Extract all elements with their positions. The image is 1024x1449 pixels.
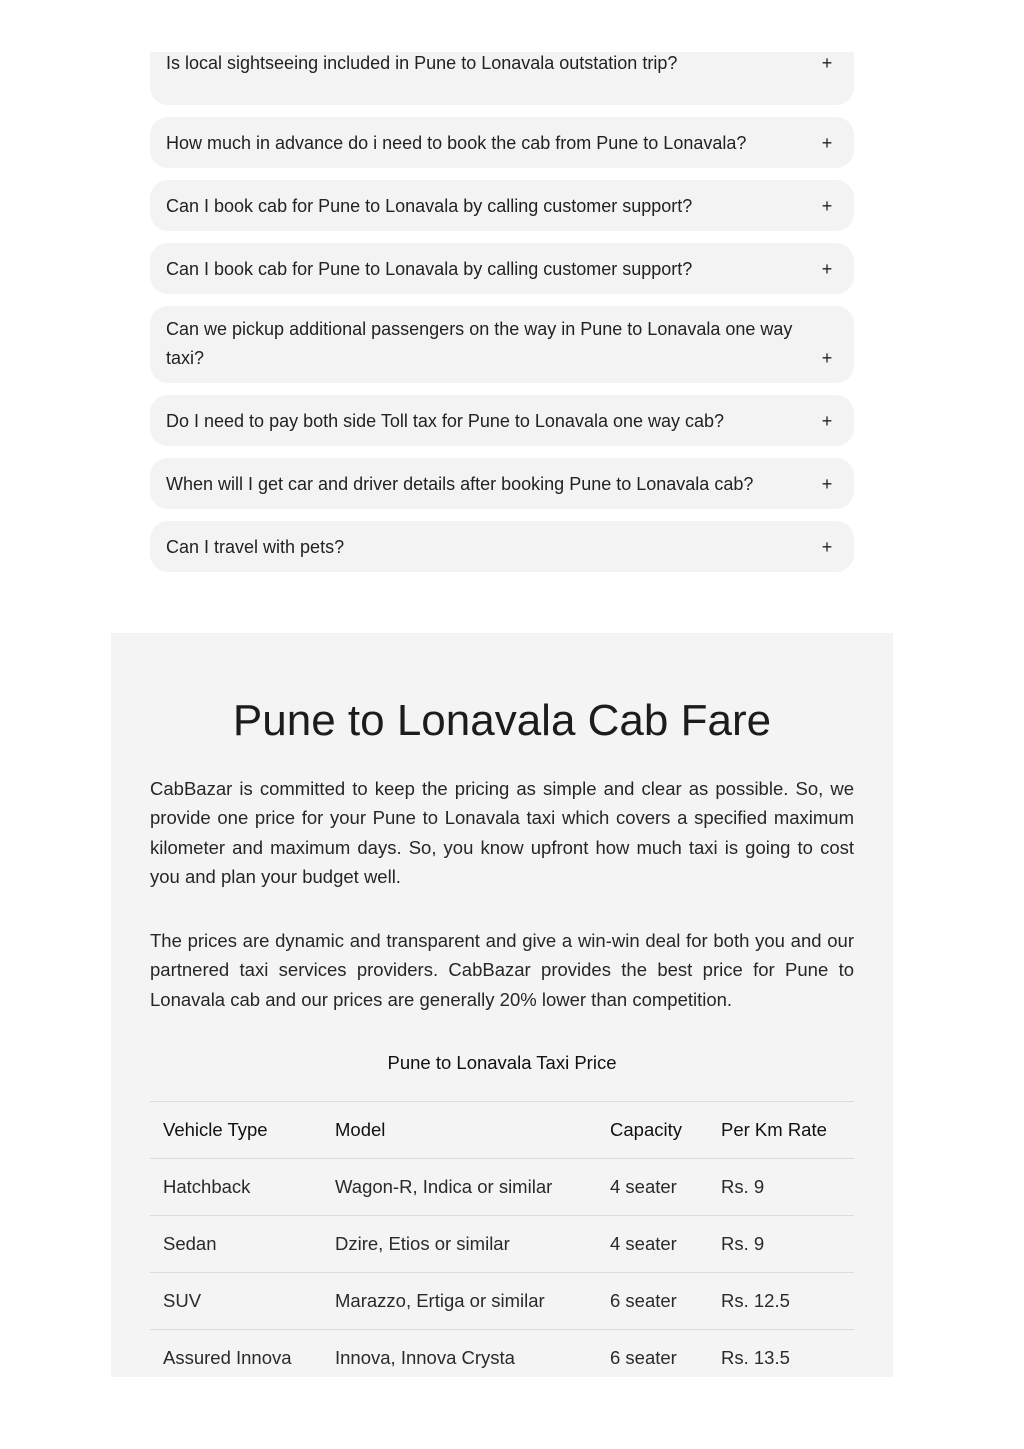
- vehicle-type-cell: Assured Innova: [150, 1330, 322, 1387]
- vehicle-type-cell: Hatchback: [150, 1159, 322, 1216]
- capacity-cell: 4 seater: [597, 1159, 708, 1216]
- column-header-per-km-rate: Per Km Rate: [708, 1102, 854, 1159]
- column-header-model: Model: [322, 1102, 597, 1159]
- faq-item[interactable]: [150, 180, 854, 231]
- faq-question: Can I book cab for Pune to Lonavala by calling customer support?: [166, 259, 693, 279]
- capacity-cell: 6 seater: [597, 1330, 708, 1387]
- plus-icon[interactable]: +: [821, 53, 833, 73]
- table-caption: Pune to Lonavala Taxi Price: [387, 1052, 617, 1073]
- model-cell: Innova, Innova Crysta: [322, 1330, 597, 1387]
- rate-cell: Rs. 13.5: [708, 1330, 854, 1387]
- faq-question: Can we pickup additional passengers on the way in Pune to Lonavala one way taxi?: [166, 319, 793, 368]
- column-header-capacity: Capacity: [597, 1102, 708, 1159]
- vehicle-type-cell: Sedan: [150, 1216, 322, 1273]
- faq-accordion: [150, 52, 854, 584]
- plus-icon[interactable]: +: [821, 348, 833, 368]
- faq-item[interactable]: [150, 458, 854, 509]
- plus-icon[interactable]: +: [821, 259, 833, 279]
- faq-question: Can I book cab for Pune to Lonavala by calling customer support?: [166, 196, 693, 216]
- plus-icon[interactable]: +: [821, 196, 833, 216]
- capacity-cell: 4 seater: [597, 1216, 708, 1273]
- faq-item[interactable]: [150, 521, 854, 572]
- price-table: [150, 1101, 854, 1386]
- rate-cell: Rs. 12.5: [708, 1273, 854, 1330]
- fare-description-paragraph: CabBazar is committed to keep the pricing as simple and clear as possible. So, we provide one price for your Pune to Lonavala taxi which covers a specified maximum kilometer and maximum days. So, you know upfront how much taxi is going to cost you and plan your budget well.: [150, 778, 854, 887]
- faq-item[interactable]: [150, 306, 854, 383]
- fare-section: [111, 633, 893, 1377]
- table-row: [150, 1216, 854, 1273]
- vehicle-type-cell: SUV: [150, 1273, 322, 1330]
- plus-icon[interactable]: +: [821, 537, 833, 557]
- table-header-row: [150, 1102, 854, 1159]
- faq-item[interactable]: [150, 52, 854, 105]
- capacity-cell: 6 seater: [597, 1273, 708, 1330]
- rate-cell: Rs. 9: [708, 1216, 854, 1273]
- table-row: [150, 1273, 854, 1330]
- rate-cell: Rs. 9: [708, 1159, 854, 1216]
- faq-item[interactable]: [150, 243, 854, 294]
- model-cell: Marazzo, Ertiga or similar: [322, 1273, 597, 1330]
- faq-question: Can I travel with pets?: [166, 537, 345, 557]
- faq-item[interactable]: [150, 395, 854, 446]
- faq-item[interactable]: [150, 117, 854, 168]
- column-header-vehicle-type: Vehicle Type: [150, 1102, 322, 1159]
- model-cell: Dzire, Etios or similar: [322, 1216, 597, 1273]
- faq-question: Is local sightseeing included in Pune to Lonavala outstation trip?: [166, 53, 678, 73]
- plus-icon[interactable]: +: [821, 474, 833, 494]
- table-row: [150, 1330, 854, 1387]
- faq-question: How much in advance do i need to book the cab from Pune to Lonavala?: [166, 133, 747, 153]
- section-title: Pune to Lonavala Cab Fare: [232, 696, 772, 745]
- model-cell: Wagon-R, Indica or similar: [322, 1159, 597, 1216]
- table-row: [150, 1159, 854, 1216]
- plus-icon[interactable]: +: [821, 133, 833, 153]
- plus-icon[interactable]: +: [821, 411, 833, 431]
- fare-description-paragraph: The prices are dynamic and transparent and give a win-win deal for both you and our partnered taxi services providers. CabBazar provides the best price for Pune to Lonavala cab and our prices are generally 20% lower than competition.: [150, 930, 854, 1010]
- faq-question: Do I need to pay both side Toll tax for Pune to Lonavala one way cab?: [166, 411, 725, 431]
- faq-question: When will I get car and driver details after booking Pune to Lonavala cab?: [166, 474, 754, 494]
